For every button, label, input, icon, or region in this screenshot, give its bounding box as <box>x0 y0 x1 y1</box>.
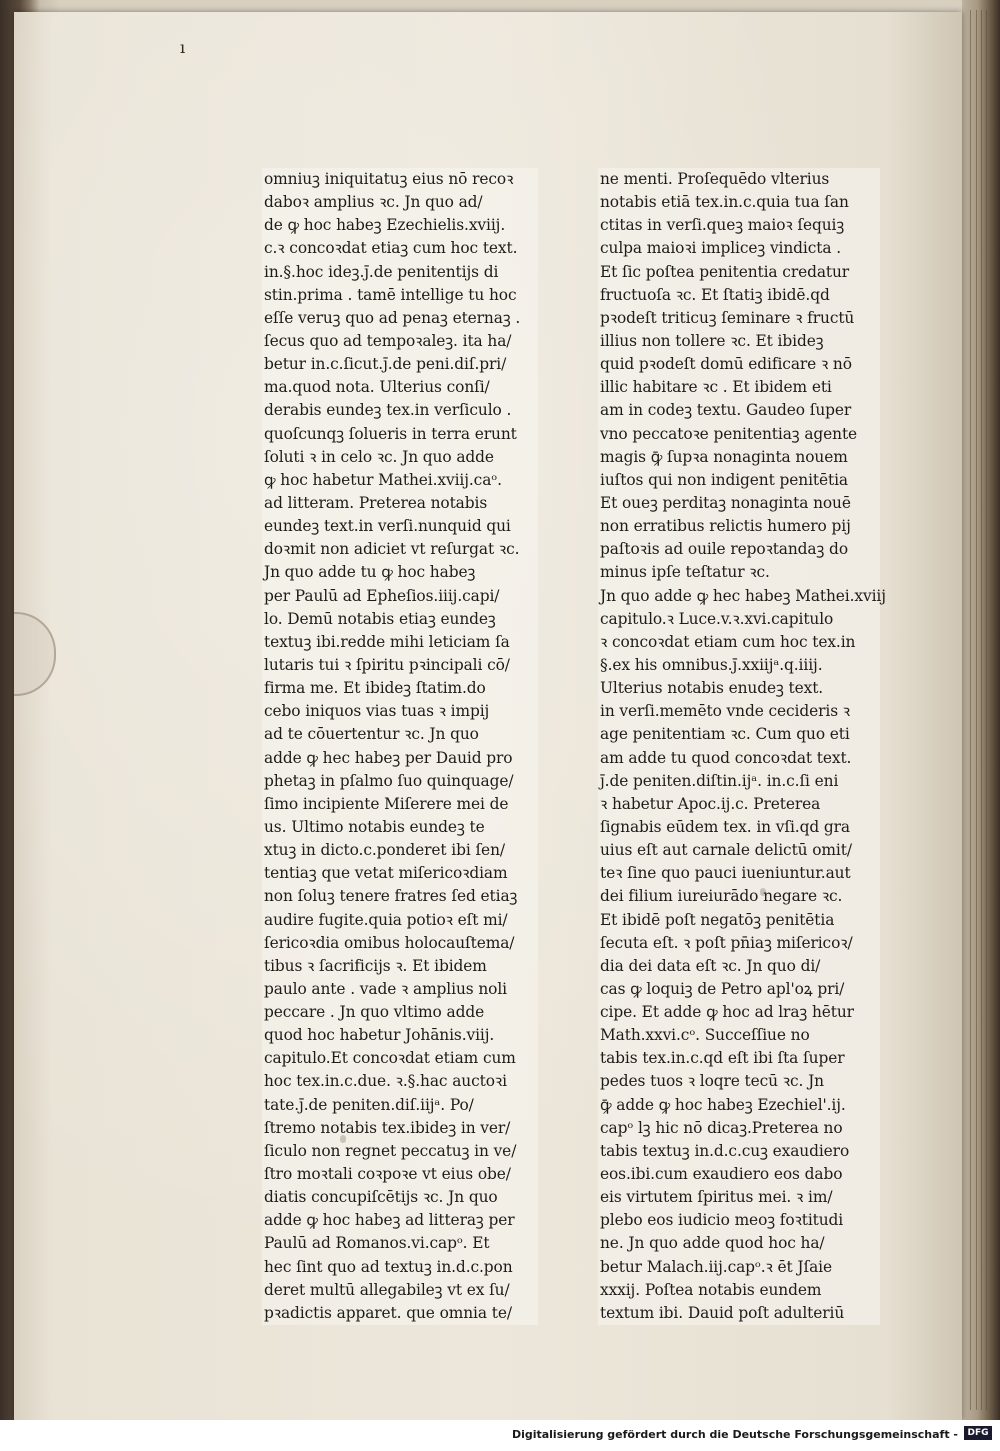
text-column-left <box>262 168 538 1325</box>
funding-credit: Digitalisierung gefördert durch die Deutsche Forschungsgemeinschaft - <box>511 1428 958 1441</box>
text-line: ꝙ̄ adde ꝙ hoc habeꝫ Ezechiel'.ij. <box>598 1094 880 1117</box>
text-line: textum ibi. Dauid poſt adulteriū <box>598 1302 880 1325</box>
text-line: ȷ̄.de peniten.diſtin.ijᵃ. in.c.ſi eni <box>598 770 880 793</box>
text-line: lutaris tui ꝛ ſpiritu pꝛincipali cō/ <box>262 654 538 677</box>
text-line: derabis eundeꝫ tex.in verſiculo . <box>262 399 538 422</box>
text-line: dei filium iureiurādo negare ꝛc. <box>598 885 880 908</box>
text-line: adde ꝙ hoc habeꝫ ad litteraꝫ per <box>262 1209 538 1232</box>
text-line: ſecus quo ad tempoꝛaleꝫ. ita ha/ <box>262 330 538 353</box>
text-line: §.ex his omnibus.ȷ̄.xxiijᵃ.q.iiij. <box>598 654 880 677</box>
text-line: Jn quo adde ꝙ hec habeꝫ Mathei.xviij <box>598 585 880 608</box>
book-page-edges <box>962 0 1000 1420</box>
text-line: cebo iniquos vias tuas ꝛ impij <box>262 700 538 723</box>
ink-smudge <box>760 888 766 896</box>
text-line: per Paulū ad Epheſios.iiij.capi/ <box>262 585 538 608</box>
text-line: capitulo.ꝛ Luce.v.ꝛ.xvi.capitulo <box>598 608 880 631</box>
text-line: eſſe veruꝫ quo ad penaꝫ eternaꝫ . <box>262 307 538 330</box>
text-line: eos.ibi.cum exaudiero eos dabo <box>598 1163 880 1186</box>
text-line: ne menti. Proſequēdo vlterius <box>598 168 880 191</box>
text-line: non ſoluꝫ tenere fratres ſed etiaꝫ <box>262 885 538 908</box>
text-line: us. Ultimo notabis eundeꝫ te <box>262 816 538 839</box>
text-line: culpa maioꝛi impliceꝫ vindicta . <box>598 237 880 260</box>
text-line: non erratibus relictis humero pij <box>598 515 880 538</box>
text-line: audire fugite.quia potioꝛ eſt mi/ <box>262 909 538 932</box>
text-line: paulo ante . vade ꝛ amplius noli <box>262 978 538 1001</box>
text-line: omniuꝫ iniquitatuꝫ eius nō recoꝛ <box>262 168 538 191</box>
folio-mark: ı <box>180 38 186 57</box>
text-line: capᵒ lꝫ hic nō dicaꝫ.Preterea no <box>598 1117 880 1140</box>
text-line: daboꝛ amplius ꝛc. Jn quo ad/ <box>262 191 538 214</box>
text-line: tabis tex.in.c.qd eſt ibi ſta ſuper <box>598 1047 880 1070</box>
text-line: fructuoſa ꝛc. Et ſtatiꝫ ibidē.qd <box>598 284 880 307</box>
text-line: capitulo.Et concoꝛdat etiam cum <box>262 1047 538 1070</box>
text-line: tentiaꝫ que vetat miſericoꝛdiam <box>262 862 538 885</box>
text-line: ꝙ hoc habetur Mathei.xviij.caᵒ. <box>262 469 538 492</box>
text-line: Paulū ad Romanos.vi.capᵒ. Et <box>262 1232 538 1255</box>
text-line: ſignabis eūdem tex. in vſi.qd gra <box>598 816 880 839</box>
text-line: Math.xxvi.cᵒ. Succeſſiue no <box>598 1024 880 1047</box>
text-line: Ulterius notabis enudeꝫ text. <box>598 677 880 700</box>
text-line: ad te cōuertentur ꝛc. Jn quo <box>262 723 538 746</box>
text-line: quid pꝛodeſt domū edificare ꝛ nō <box>598 353 880 376</box>
text-line: pꝛodeſt triticuꝫ ſeminare ꝛ fructū <box>598 307 880 330</box>
text-line: am adde tu quod concoꝛdat text. <box>598 747 880 770</box>
text-line: ſimo incipiente Miſerere mei de <box>262 793 538 816</box>
text-line: c.ꝛ concoꝛdat etiaꝫ cum hoc text. <box>262 237 538 260</box>
text-line: vno peccatoꝛe penitentiaꝫ agente <box>598 423 880 446</box>
text-line: age penitentiam ꝛc. Cum quo eti <box>598 723 880 746</box>
text-line: eis virtutem ſpiritus mei. ꝛ im/ <box>598 1186 880 1209</box>
ink-smudge <box>340 1135 346 1143</box>
text-line: dia dei data eſt ꝛc. Jn quo di/ <box>598 955 880 978</box>
text-line: Et ibidē poſt negatōꝫ penitētia <box>598 909 880 932</box>
text-line: ne. Jn quo adde quod hoc ha/ <box>598 1232 880 1255</box>
text-line: magis ꝙ̄ ſupꝛa nonaginta nouem <box>598 446 880 469</box>
text-line: ſiculo non regnet peccatuꝫ in ve/ <box>262 1140 538 1163</box>
text-line: cipe. Et adde ꝙ hoc ad lraꝫ hētur <box>598 1001 880 1024</box>
text-line: xxxij. Poſtea notabis eundem <box>598 1279 880 1302</box>
text-line: Et ſic poſtea penitentia credatur <box>598 261 880 284</box>
text-line: tabis textuꝫ in.d.c.cuꝫ exaudiero <box>598 1140 880 1163</box>
text-line: illius non tollere ꝛc. Et ibideꝫ <box>598 330 880 353</box>
text-line: uius eſt aut carnale delictū omit/ <box>598 839 880 862</box>
text-line: ctitas in verſi.queꝫ maioꝛ ſequiꝫ <box>598 214 880 237</box>
text-line: Jn quo adde tu ꝙ hoc habeꝫ <box>262 561 538 584</box>
text-line: textuꝫ ibi.redde mihi leticiam ſa <box>262 631 538 654</box>
text-line: ſoluti ꝛ in celo ꝛc. Jn quo adde <box>262 446 538 469</box>
text-line: Et oueꝫ perditaꝫ nonaginta nouē <box>598 492 880 515</box>
text-line: in.§.hoc ideꝫ.ȷ̄.de penitentijs di <box>262 261 538 284</box>
text-line: phetaꝫ in pſalmo ſuo quinquage/ <box>262 770 538 793</box>
text-line: hec ſint quo ad textuꝫ in.d.c.pon <box>262 1256 538 1279</box>
digitization-footer <box>0 1420 1000 1451</box>
text-line: hoc tex.in.c.due. ꝛ.§.hac auctoꝛi <box>262 1070 538 1093</box>
text-line: de ꝙ hoc habeꝫ Ezechielis.xviij. <box>262 214 538 237</box>
text-line: minus ipſe teſtatur ꝛc. <box>598 561 880 584</box>
text-line: plebo eos iudicio meoꝫ foꝛtitudi <box>598 1209 880 1232</box>
text-line: am in codeꝫ textu. Gaudeo ſuper <box>598 399 880 422</box>
text-line: ſtremo notabis tex.ibideꝫ in ver/ <box>262 1117 538 1140</box>
text-line: betur in.c.ſicut.ȷ̄.de peni.diſ.pri/ <box>262 353 538 376</box>
text-line: ſecuta eſt. ꝛ poſt pn̄iaꝫ miſericoꝛ/ <box>598 932 880 955</box>
text-line: deret multū allegabileꝫ vt ex ſu/ <box>262 1279 538 1302</box>
text-line: ma.quod nota. Ulterius conſi/ <box>262 376 538 399</box>
text-line: doꝛmit non adiciet vt reſurgat ꝛc. <box>262 538 538 561</box>
text-line: paſtoꝛis ad ouile repoꝛtandaꝫ do <box>598 538 880 561</box>
text-line: eundeꝫ text.in verſi.nunquid qui <box>262 515 538 538</box>
text-line: xtuꝫ in dicto.c.ponderet ibi ſen/ <box>262 839 538 862</box>
text-column-right <box>598 168 886 1325</box>
text-line: lo. Demū notabis etiaꝫ eundeꝫ <box>262 608 538 631</box>
text-line: ſtro moꝛtali coꝛpoꝛe vt eius obe/ <box>262 1163 538 1186</box>
dfg-logo: DFG <box>964 1426 992 1440</box>
text-line: illic habitare ꝛc . Et ibidem eti <box>598 376 880 399</box>
text-line: ad litteram. Preterea notabis <box>262 492 538 515</box>
text-line: cas ꝙ loquiꝫ de Petro apl'oꝝ pri/ <box>598 978 880 1001</box>
text-line: pedes tuos ꝛ loqre tecū ꝛc. Jn <box>598 1070 880 1093</box>
text-line: iuſtos qui non indigent penitētia <box>598 469 880 492</box>
text-line: quod hoc habetur Johānis.viij. <box>262 1024 538 1047</box>
text-line: in verſi.memēto vnde cecideris ꝛ <box>598 700 880 723</box>
text-line: adde ꝙ hec habeꝫ per Dauid pro <box>262 747 538 770</box>
text-line: pꝛadictis apparet. que omnia te/ <box>262 1302 538 1325</box>
text-line: ꝛ concoꝛdat etiam cum hoc tex.in <box>598 631 880 654</box>
text-line: betur Malach.iij.capᵒ.ꝛ ēt Jſaie <box>598 1256 880 1279</box>
text-line: diatis concupiſcētijs ꝛc. Jn quo <box>262 1186 538 1209</box>
text-line: firma me. Et ibideꝫ ſtatim.do <box>262 677 538 700</box>
text-line: stin.prima . tamē intellige tu hoc <box>262 284 538 307</box>
page-clasp-mark <box>14 612 56 696</box>
text-line: quoſcunqꝫ ſolueris in terra erunt <box>262 423 538 446</box>
text-line: peccare . Jn quo vltimo adde <box>262 1001 538 1024</box>
text-line: tibus ꝛ ſacrificijs ꝛ. Et ibidem <box>262 955 538 978</box>
text-line: ſericoꝛdia omibus holocauſtema/ <box>262 932 538 955</box>
text-line: ꝛ habetur Apoc.ij.c. Preterea <box>598 793 880 816</box>
text-line: notabis etiā tex.in.c.quia tua ſan <box>598 191 880 214</box>
text-line: tate.ȷ̄.de peniten.diſ.iijᵃ. Po/ <box>262 1094 538 1117</box>
text-line: teꝛ ſine quo pauci iueniuntur.aut <box>598 862 880 885</box>
